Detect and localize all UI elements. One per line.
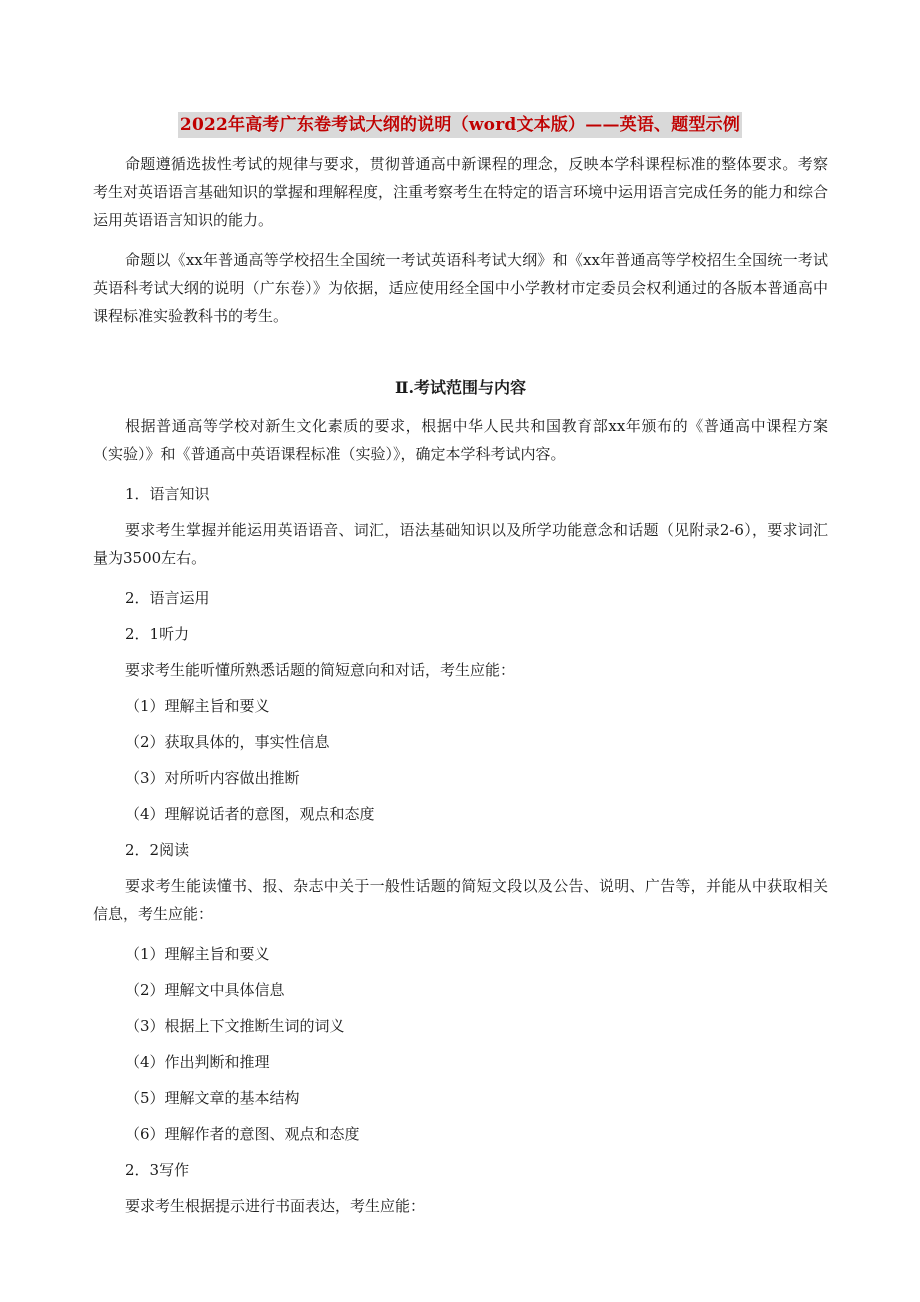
section-heading: Ⅱ.考试范围与内容 bbox=[394, 378, 527, 397]
heading-language-knowledge: 1．语言知识 bbox=[125, 485, 210, 503]
section-intro-paragraph: 根据普通高等学校对新生文化素质的要求，根据中华人民共和国教育部xx年颁布的《普通高中课程方案（实验）》和《普通高中英语课程标准（实验）》，确定本学科考试内容。 bbox=[93, 417, 828, 463]
heading-listening: 2．1听力 bbox=[125, 625, 190, 643]
listening-item-3: （3）对所听内容做出推断 bbox=[125, 769, 300, 787]
listening-desc: 要求考生能听懂所熟悉话题的简短意向和对话，考生应能： bbox=[125, 661, 516, 679]
intro-paragraph-2: 命题以《xx年普通高等学校招生全国统一考试英语科考试大纲》和《xx年普通高等学校招生全国统一考试英语科考试大纲的说明（广东卷）》为依据，适应使用经全国中小学教材市定委员会权利通过的各版本普通高中课程标准实验教科书的考生。 bbox=[93, 251, 828, 325]
reading-item-4: （4）作出判断和推理 bbox=[125, 1053, 270, 1071]
listening-item-2: （2）获取具体的，事实性信息 bbox=[125, 733, 330, 751]
reading-item-6: （6）理解作者的意图、观点和态度 bbox=[125, 1125, 360, 1143]
language-knowledge-desc: 要求考生掌握并能运用英语语音、词汇，语法基础知识以及所学功能意念和话题（见附录2-6），要求词汇量为3500左右。 bbox=[93, 521, 828, 567]
title-wrap bbox=[0, 112, 920, 138]
reading-item-3: （3）根据上下文推断生词的词义 bbox=[125, 1017, 345, 1035]
document-title: 2022年高考广东卷考试大纲的说明（word文本版）——英语、题型示例 bbox=[178, 112, 742, 138]
listening-item-1: （1）理解主旨和要义 bbox=[125, 697, 270, 715]
writing-desc: 要求考生根据提示进行书面表达，考生应能： bbox=[125, 1197, 426, 1215]
intro-paragraph-1: 命题遵循选拔性考试的规律与要求，贯彻普通高中新课程的理念，反映本学科课程标准的整体要求。考察考生对英语语言基础知识的掌握和理解程度，注重考察考生在特定的语言环境中运用语言完成任务的能力和综合运用英语语言知识的能力。 bbox=[93, 155, 829, 229]
listening-item-4: （4）理解说话者的意图，观点和态度 bbox=[125, 805, 375, 823]
reading-item-1: （1）理解主旨和要义 bbox=[125, 945, 270, 963]
document-body bbox=[93, 150, 828, 1228]
heading-reading: 2．2阅读 bbox=[125, 841, 190, 859]
reading-item-5: （5）理解文章的基本结构 bbox=[125, 1089, 300, 1107]
reading-item-2: （2）理解文中具体信息 bbox=[125, 981, 285, 999]
heading-language-use: 2．语言运用 bbox=[125, 589, 210, 607]
reading-desc: 要求考生能读懂书、报、杂志中关于一般性话题的简短文段以及公告、说明、广告等，并能从中获取相关信息，考生应能： bbox=[93, 877, 828, 923]
heading-writing: 2．3写作 bbox=[125, 1161, 190, 1179]
